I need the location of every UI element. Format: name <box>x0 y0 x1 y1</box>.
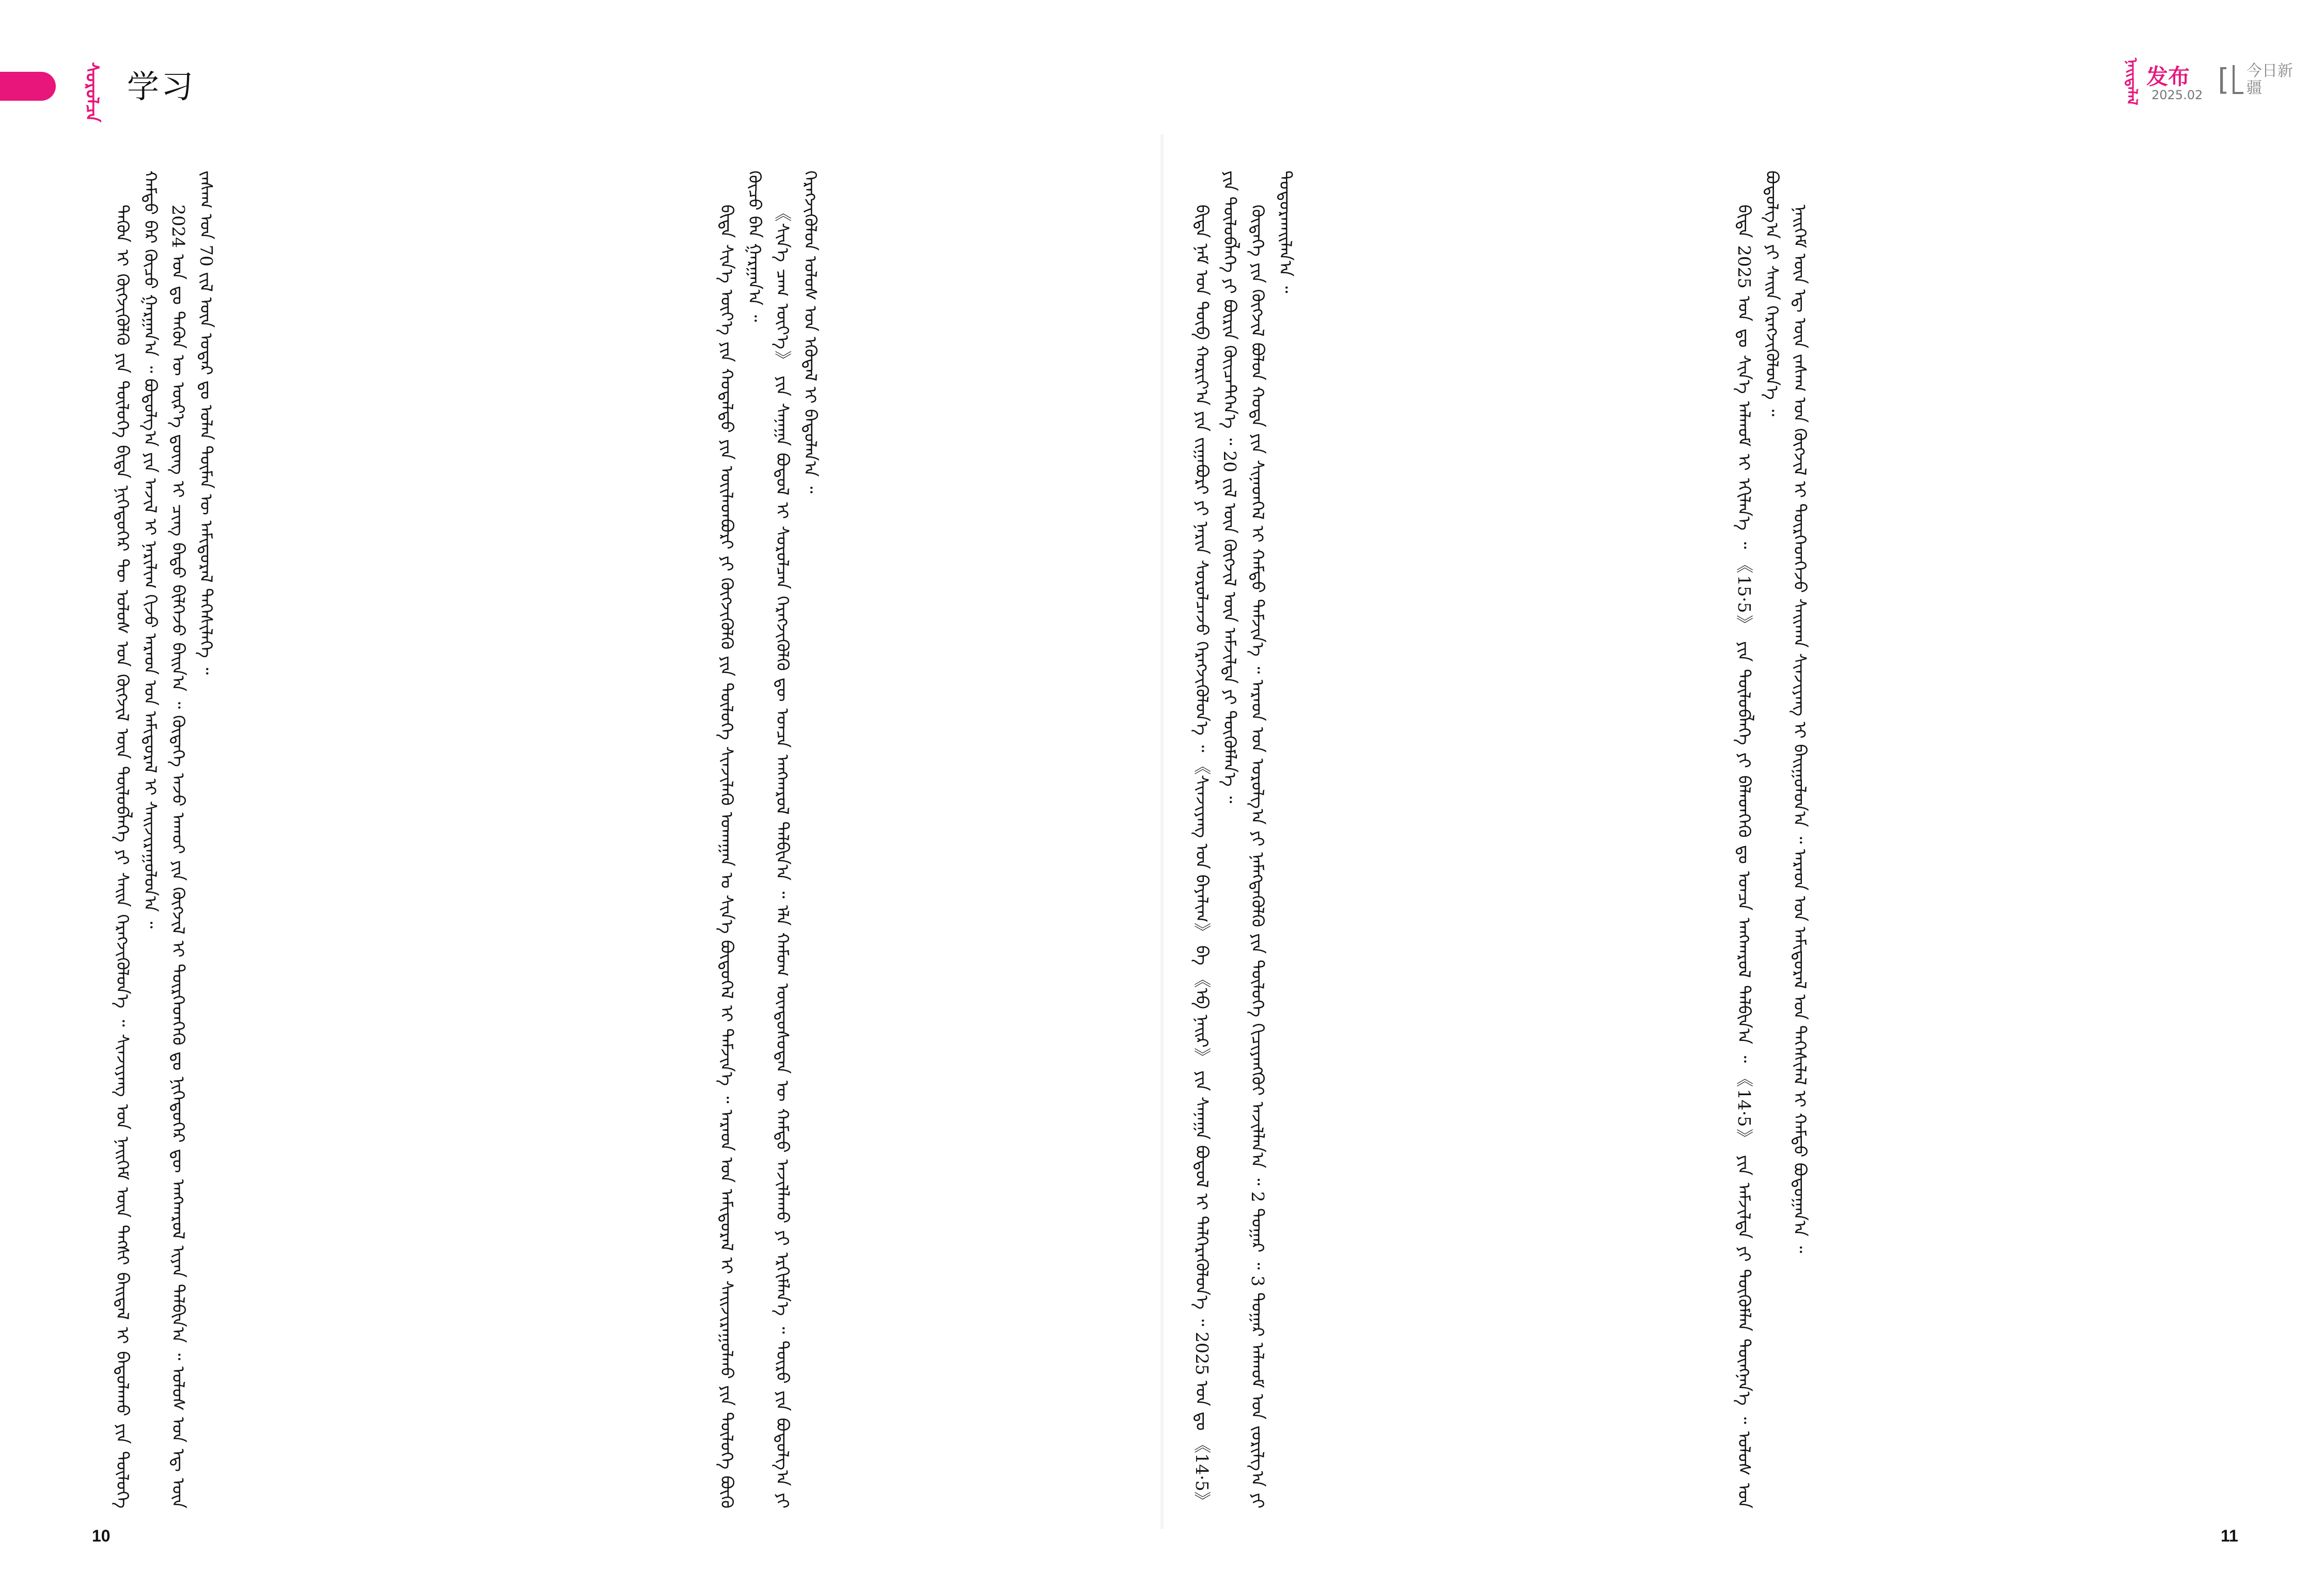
paragraph: ᠪᠢᠳᠡ ᠰᠢᠨ᠎ᠡ ᠦᠶ᠎ᠡ ᠶᠢᠨ ᠬᠤᠳᠠᠯᠳᠤ ᠶᠢᠨ ᠦᠢᠯᠡᠳᠪᠦᠷᠢ ᠶᠢ ᠬᠥᠭᠵᠢᠭᠦᠯᠬᠦ ᠶᠢᠨ ᠲᠥᠯᠥᠭᠡ ᠰᠢᠨᠵᠢᠯᠡᠬᠦ ᠤᠬᠠᠭᠠᠨ ᠤ ᠰᠢᠨ᠎ᠡ ᠪᠦᠲᠦᠭᠡᠯ ᠢ ᠳᠡᠮᠵᠢᠨ᠎ᠡ ᠃ ᠠᠷᠠᠳ ᠤᠨ ᠠᠮᠢᠳᠤᠷᠠᠯ ᠢ ᠰᠠᠢᠵᠢᠷᠠᠭᠤᠯᠬᠤ ᠶᠢᠨ ᠲᠥᠯᠥᠭᠡ ᠪᠦᠬᠦ ᠬᠦᠴᠦ ᠪᠡᠨ ᠭᠠᠷᠭᠠᠨ᠎ᠠ ᠃ <box>717 170 765 1508</box>
left-page-number: 10 <box>92 1527 111 1545</box>
right-page-column-2 <box>1730 170 2241 1508</box>
logo-mark-icon <box>2233 65 2243 94</box>
paragraph: ᠲᠡᠭᠦᠨ ᠢ ᠬᠥᠭᠵᠢᠭᠦᠯᠬᠦ ᠶᠢᠨ ᠲᠥᠯᠥᠭᠡ ᠪᠢᠳᠡ ᠨᠢᠭᠡᠳᠦᠭᠡᠷ ᠲᠦ ᠤᠯᠤᠰ ᠤᠨ ᠬᠥᠭᠵᠢᠯ ᠦᠨ ᠲᠥᠯᠥᠪᠯᠡᠭᠡ ᠶᠢ ᠰᠠᠢᠨ ᠬᠡᠷᠡᠭᠵᠢᠭᠦᠯᠦᠨ᠎ᠡ ᠃ ᠰᠢᠨᠵᠢᠶᠠᠩ ᠤᠨ ᠨᠡᠢᠭᠡᠮ ᠦᠨ ᠲᠡᠭᠰᠢ ᠪᠠᠢᠳᠠᠯ ᠢ ᠪᠠᠲᠤᠯᠠᠬᠤ ᠶᠢᠨ ᠲᠥᠯᠥᠭᠡ ᠬᠠᠮᠲᠤ ᠪᠡᠷ ᠬᠦᠴᠦ ᠭᠠᠷᠭᠠᠨ᠎ᠠ ᠃ ᠪᠣᠳᠣᠯᠭ᠎ᠠ ᠶᠢᠨ ᠠᠵᠢᠯ ᠢ ᠨᠠᠷᠢᠯᠢᠭ ᠬᠢᠵᠦ ᠠᠷᠠᠳ ᠤᠨ ᠠᠮᠢᠳᠤᠷᠠᠯ ᠢ ᠰᠠᠢᠵᠢᠷᠠᠭᠤᠯᠤᠨ᠎ᠠ ᠃ <box>113 170 161 1508</box>
issue-date: 2025.02 <box>2152 88 2203 102</box>
paragraph: ᠪᠢᠳᠡ ᠨᠠᠮ ᠤᠨ ᠲᠥᠪ ᠬᠣᠷᠢᠶ᠎ᠠ ᠶᠢᠨ ᠵᠢᠭᠠᠪᠤᠷᠢ ᠶᠢ ᠨᠠᠷᠢᠨ ᠰᠤᠷᠤᠯᠴᠠᠵᠤ ᠬᠡᠷᠡᠭᠵᠢᠭᠦᠯᠦᠨ᠎ᠡ ᠃ 《ᠰᠢᠨᠵᠢᠶᠠᠩ ᠤᠨ ᠪᠠᠶᠠᠯᠢᠭ》 ᠪᠠ 《ᠡᠪ ᠨᠠᠢᠷ》 ᠶᠢᠨ ᠰᠠᠨᠠᠭᠠ ᠪᠣᠳᠣᠯ ᠢ ᠳᠡᠯᠭᠡᠷᠡᠭᠦᠯᠦᠨ᠎ᠡ ᠃ 2025 ᠣᠨ ᠳᠤ 《14·5》 ᠶᠢᠨ ᠲᠥᠯᠥᠪᠯᠡᠭᠡ ᠶᠢ ᠪᠦᠷᠢᠨ ᠭᠦᠢᠴᠡᠲᠬᠡᠨ᠎ᠡ ᠃ 20 ᠵᠢᠯ ᠦᠨ ᠬᠥᠭᠵᠢᠯ ᠦᠨ ᠠᠮᠵᠢᠯᠲᠠ ᠶᠢ ᠳᠦᠬᠦᠮᠯᠡᠨ᠎ᠡ ᠃ <box>1192 170 1240 1508</box>
section-tab-marker <box>0 72 56 101</box>
publication-label-chinese: 发布 <box>2146 64 2190 89</box>
logo-bracket-icon: [ <box>2218 62 2229 97</box>
paragraph: 《ᠰᠢᠨ᠎ᠡ ᠴᠠᠭ ᠦᠶ᠎ᠡ》 ᠶᠢᠨ ᠰᠠᠨᠠᠭᠠ ᠪᠣᠳᠣᠯ ᠢ ᠰᠤᠷᠤᠯᠴᠠᠨ ᠬᠡᠷᠡᠭᠵᠢᠭᠦᠯᠬᠦ ᠳᠦ ᠣᠨᠴᠠ ᠠᠩᠬᠠᠷᠤᠯ ᠲᠠᠯᠪᠢᠨ᠎ᠠ ᠃ ᠡᠯᠡ ᠬᠠᠮᠤᠭ ᠦᠨᠳᠦᠰᠦᠲᠡᠨ ᠦ ᠬᠠᠮᠲᠤ ᠠᠵᠢᠯᠯᠠᠬᠤ ᠶᠢ ᠡᠷᠬᠢᠮᠯᠡᠨ᠎ᠡ ᠃ ᠲᠥᠷᠦ ᠶᠢᠨ ᠪᠣᠳᠣᠯᠭ᠎ᠠ ᠶᠢ ᠬᠡᠷᠡᠭᠵᠢᠭᠦᠯᠦᠨ ᠤᠯᠤᠰ ᠤᠨ ᠡᠭᠦᠳᠡᠯ ᠢ ᠪᠠᠲᠤᠯᠠᠨ᠎ᠠ ᠃ <box>773 170 821 1508</box>
section-title-mongolian: ᠰᠤᠷᠤᠯᠴᠠ <box>82 62 102 122</box>
right-page-number: 11 <box>2221 1527 2238 1545</box>
paragraph: ᠬᠥᠳᠡᠭᠡ ᠶᠢᠨ ᠬᠥᠭᠵᠢᠯ ᠪᠣᠯᠤᠨ ᠬᠣᠲᠠ ᠶᠢᠨ ᠰᠢᠨᠡᠳᠬᠡᠯ ᠢ ᠬᠠᠮᠲᠤ ᠳᠡᠮᠵᠢᠨ᠎ᠡ ᠃ ᠠᠷᠠᠳ ᠤᠨ ᠣᠷᠣᠯᠭ᠎ᠠ ᠶᠢ ᠨᠡᠮᠡᠭᠳᠡᠭᠦᠯᠬᠦ ᠶᠢᠨ ᠲᠥᠯᠥᠭᠡ ᠬᠢᠴᠢᠶᠡᠩᠭᠦᠢ ᠠᠵᠢᠯᠯᠠᠨ᠎ᠠ ᠃ 2 ᠳᠤᠭᠠᠷ ᠃ 3 ᠳᠤᠭᠠᠷ ᠠᠯᠬᠤᠮ ᠤᠨ ᠵᠣᠷᠢᠯᠭ᠎ᠠ ᠶᠢ ᠲᠣᠳᠣᠷᠬᠠᠢᠯᠠᠨ᠎ᠠ ᠃ <box>1248 170 1296 1508</box>
publication-name-mongolian: ᠨᠡᠢᠲᠡᠯᠡᠯ <box>2124 58 2141 105</box>
section-title-chinese: 学习 <box>127 68 196 105</box>
magazine-logo <box>2218 59 2295 100</box>
paragraph: ᠨᠡᠢᠭᠡᠮ ᠦᠨ ᠡᠳ᠋ ᠦᠨ ᠵᠠᠰᠠᠭ ᠤᠨ ᠬᠥᠭᠵᠢᠯ ᠢ ᠲᠦᠷᠭᠡᠳᠭᠡᠵᠦ ᠰᠠᠢᠬᠠᠨ ᠰᠢᠨᠵᠢᠶᠠᠩ ᠢ ᠪᠠᠢᠭᠤᠯᠤᠨ᠎ᠠ ᠃ ᠠᠷᠠᠳ ᠤᠨ ᠠᠮᠢᠳᠤᠷᠠᠯ ᠤᠨ ᠳᠡᠭᠡᠰᠢᠯᠡᠯ ᠢ ᠬᠠᠮᠲᠤ ᠪᠤᠲᠤᠭᠠᠨ᠎ᠠ ᠃ <box>1790 205 1810 1253</box>
page-gutter <box>1159 134 1165 1529</box>
logo-text: 今日新疆 <box>2246 62 2293 97</box>
publication-header <box>2119 52 2316 114</box>
left-page-column-1 <box>108 170 682 1508</box>
paragraph: ᠪᠢᠳᠡ 2025 ᠣᠨ ᠳᠤ ᠰᠢᠨ᠎ᠡ ᠠᠯᠬᠤᠮ ᠢ ᠡᠬᠢᠯᠡᠨ᠎ᠡ ᠃ 《15·5》 ᠶᠢᠨ ᠲᠥᠯᠥᠪᠯᠡᠭᠡ ᠶᠢ ᠪᠡᠯᠡᠳᠬᠡᠬᠦ ᠳᠤ ᠣᠨᠴᠠ ᠠᠩᠬᠠᠷᠤᠯ ᠲᠠᠯᠪᠢᠨ᠎ᠠ ᠃ 《14·5》 ᠶᠢᠨ ᠠᠮᠵᠢᠯᠲᠠ ᠶᠢ ᠳᠦᠭᠦᠮᠯᠡᠨ ᠳᠦᠩᠨᠡᠨ᠎ᠡ ᠃ ᠤᠯᠤᠰ ᠤᠨ ᠪᠣᠳᠣᠯᠭ᠎ᠠ ᠶᠢ ᠰᠠᠢᠨ ᠬᠡᠷᠡᠭᠵᠢᠭᠦᠯᠦᠨ᠎ᠡ ᠃ <box>1734 170 1782 1508</box>
paragraph: 2024 ᠣᠨ ᠳᠤ ᠲᠡᠭᠦᠨ ᠦ ᠦᠷ᠎ᠡ ᠳ᠋ᠦᠩ ᠢ ᠴᠢᠩ ᠪᠠᠲᠤ ᠪᠢᠯᠭᠡᠵᠦ ᠪᠠᠢᠨ᠎ᠠ ᠃ ᠬᠥᠳᠡᠭᠡ ᠠᠵᠤ ᠠᠬᠤᠢ ᠶᠢᠨ ᠬᠥᠭᠵᠢᠯ ᠢ ᠲᠦᠷᠭᠡᠳᠭᠡᠬᠦ ᠳᠤ ᠨᠢᠭᠡᠳᠦᠭᠡᠷ ᠳᠦ ᠠᠩᠬᠠᠷᠤᠯ ᠢᠶᠠᠨ ᠲᠠᠯᠪᠢᠨ᠎ᠠ ᠃ ᠤᠯᠤᠰ ᠤᠨ ᠡᠳ᠋ ᠦᠨ ᠵᠠᠰᠠᠭ ᠤᠨ 70 ᠵᠢᠯ ᠦᠨ ᠤᠳᠠᠷ ᠳᠤ ᠣᠯᠠᠨ ᠲᠦᠮᠡᠨ ᠦ ᠠᠮᠢᠳᠤᠷᠠᠯ ᠳᠡᠭᠡᠰᠢᠯᠡᠭᠡ ᠃ <box>168 170 216 1508</box>
right-page-column-1 <box>1188 170 1699 1508</box>
left-page-column-2 <box>713 170 1121 1508</box>
